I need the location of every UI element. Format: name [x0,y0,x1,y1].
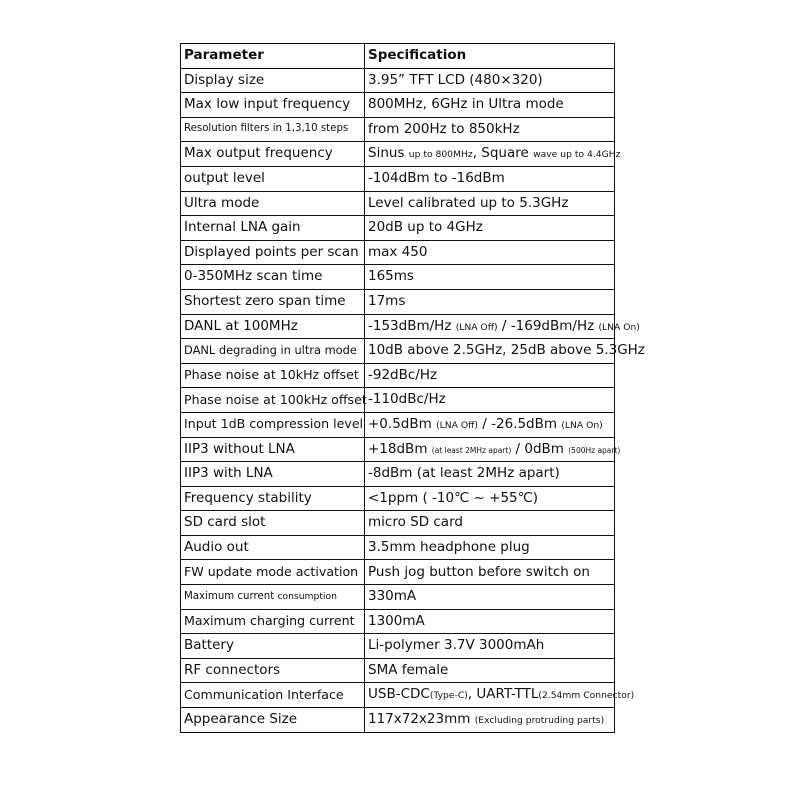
specification-text: +18dBm [368,440,432,457]
specification-text: from 200Hz to 850kHz [368,120,520,137]
parameter-text: IIP3 with LNA [184,465,273,482]
specification-cell [365,68,615,93]
table-row [181,708,615,733]
parameter-cell [181,658,365,683]
parameter-cell [181,93,365,118]
specification-cell [365,609,615,634]
specification-text: -110dBc/Hz [368,391,446,408]
table-row [181,437,615,462]
spec-table [180,43,645,733]
specification-cell [365,511,615,536]
specification-cell [365,191,615,216]
parameter-cell [181,289,365,314]
specification-cell [365,683,635,708]
parameter-text: Maximum charging current [184,613,355,629]
parameter-cell [181,511,365,536]
specification-text: / -169dBm/Hz [497,317,599,334]
header-parameter: Parameter [181,44,365,69]
parameter-text: consumption [277,590,337,602]
specification-text: (LNA On) [598,321,640,333]
specification-text: (at least 2MHz apart) [431,445,512,455]
specification-text: 20dB up to 4GHz [368,219,483,236]
parameter-cell [181,486,365,511]
parameter-cell [181,142,365,167]
table-row [181,289,615,314]
parameter-cell [181,388,365,413]
specification-text: 800MHz, 6GHz in Ultra mode [368,96,564,113]
header-specification: Specification [365,44,615,69]
table-row [181,363,615,388]
specification-text: 1300mA [368,612,425,629]
specification-text: max 450 [368,243,428,260]
specification-cell [365,142,621,167]
table-row [181,511,615,536]
parameter-text: Phase noise at 100kHz offset [184,391,367,407]
specification-text: (Type-C) [429,690,468,702]
parameter-cell [181,462,365,487]
specification-cell [365,560,615,585]
parameter-text: Shortest zero span time [184,292,346,309]
parameter-text: Frequency stability [184,489,312,506]
specification-cell [365,585,615,610]
specification-text: USB-CDC [368,686,430,703]
specification-text: 330mA [368,588,417,605]
parameter-cell [181,216,365,241]
specification-cell [365,462,615,487]
specification-cell [365,412,615,437]
specification-text: / 0dBm [511,440,569,457]
table-row [181,535,615,560]
specification-text: <1ppm ( -10℃ ~ +55℃) [368,489,539,506]
parameter-text: SD card slot [184,514,266,531]
table-row [181,462,615,487]
table-row [181,339,615,364]
specification-text: SMA female [368,661,449,678]
parameter-cell [181,68,365,93]
parameter-cell [181,437,365,462]
spec-table-body [181,68,645,732]
specification-text: wave up to 4.4GHz [533,149,621,161]
specification-text: micro SD card [368,514,463,531]
parameter-text: Max output frequency [184,145,333,162]
parameter-cell [181,314,365,339]
table-row [181,683,615,708]
table-row [181,166,615,191]
parameter-cell [181,166,365,191]
table-row [181,314,615,339]
parameter-cell [181,363,365,388]
specification-cell [365,634,615,659]
parameter-text: DANL degrading in ultra mode [184,343,357,358]
specification-cell [365,437,621,462]
parameter-cell [181,117,365,142]
table-row [181,585,615,610]
specification-text: Level calibrated up to 5.3GHz [368,194,569,211]
specification-text: (500Hz apart) [568,445,621,455]
spec-table-header [181,44,615,69]
parameter-cell [181,191,365,216]
specification-cell [365,339,645,364]
table-row [181,240,615,265]
parameter-text: Maximum current [184,590,278,602]
specification-text: Sinus [368,145,409,162]
table-row [181,191,615,216]
specification-cell [365,314,640,339]
specification-cell [365,166,615,191]
table-row [181,216,615,241]
specification-cell [365,240,615,265]
parameter-cell [181,585,365,610]
parameter-text: IIP3 without LNA [184,440,295,457]
parameter-text: RF connectors [184,661,281,678]
parameter-text: Resolution filters in 1,3,10 steps [184,123,349,135]
specification-cell [365,265,615,290]
table-row [181,609,615,634]
parameter-text: Ultra mode [184,194,260,211]
specification-text: -153dBm/Hz [368,317,456,334]
parameter-text: Input 1dB compression level [184,416,364,432]
parameter-text: Communication Interface [184,686,344,702]
specification-text: (LNA Off) [455,321,498,333]
specification-cell [365,708,615,733]
parameter-cell [181,412,365,437]
specification-text: , UART-TTL [467,686,539,703]
specification-cell [365,93,615,118]
specification-cell [365,363,615,388]
parameter-text: Displayed points per scan [184,243,359,260]
specification-cell [365,117,615,142]
specification-text: / -26.5dBm [478,415,562,432]
table-row [181,265,615,290]
specification-cell [365,289,615,314]
table-row [181,658,615,683]
specification-cell [365,486,615,511]
parameter-text: Phase noise at 10kHz offset [184,367,359,383]
parameter-cell [181,683,365,708]
parameter-text: Audio out [184,538,249,555]
specification-text: -8dBm (at least 2MHz apart) [368,465,560,482]
specification-text: 165ms [368,268,414,285]
specification-text: Li-polymer 3.7V 3000mAh [368,637,545,654]
table-row [181,486,615,511]
table-row [181,388,615,413]
parameter-text: DANL at 100MHz [184,317,298,334]
specification-text: up to 800MHz [408,149,473,161]
parameter-text: Display size [184,71,265,88]
specification-text: -104dBm to -16dBm [368,170,505,187]
parameter-text: FW update mode activation [184,563,359,579]
specification-text: Push jog button before switch on [368,563,590,580]
specification-text: 3.95” TFT LCD (480×320) [368,71,543,88]
parameter-cell [181,240,365,265]
specification-text: (Excluding protruding parts) [474,715,605,727]
parameter-cell [181,339,365,364]
specification-cell [365,658,615,683]
parameter-text: Max low input frequency [184,96,351,113]
parameter-text: 0-350MHz scan time [184,268,323,285]
parameter-text: Appearance Size [184,711,298,728]
specification-text: 17ms [368,292,406,309]
parameter-cell [181,535,365,560]
table-row [181,142,615,167]
specification-cell [365,388,615,413]
specification-text: +0.5dBm [368,415,437,432]
specification-text: 3.5mm headphone plug [368,538,530,555]
specification-text: -92dBc/Hz [368,366,438,383]
specification-cell [365,535,615,560]
specification-cell [365,216,615,241]
table-row [181,68,615,93]
parameter-cell [181,634,365,659]
parameter-text: Battery [184,637,234,654]
table-row [181,634,615,659]
specification-text: (2.54mm Connector) [538,690,635,702]
specification-text: (LNA Off) [436,419,478,431]
parameter-cell [181,265,365,290]
specification-text: 10dB above 2.5GHz, 25dB above 5.3GHz [368,342,645,359]
parameter-text: output level [184,170,265,187]
specification-text: , Square [472,145,534,162]
parameter-text: Internal LNA gain [184,219,301,236]
table-row [181,412,615,437]
parameter-cell [181,708,365,733]
specification-text: (LNA On) [561,419,603,431]
table-row [181,93,615,118]
parameter-cell [181,609,365,634]
table-row [181,560,615,585]
parameter-cell [181,560,365,585]
specification-text: 117x72x23mm [368,711,475,728]
header-row [181,44,615,69]
table-row [181,117,615,142]
